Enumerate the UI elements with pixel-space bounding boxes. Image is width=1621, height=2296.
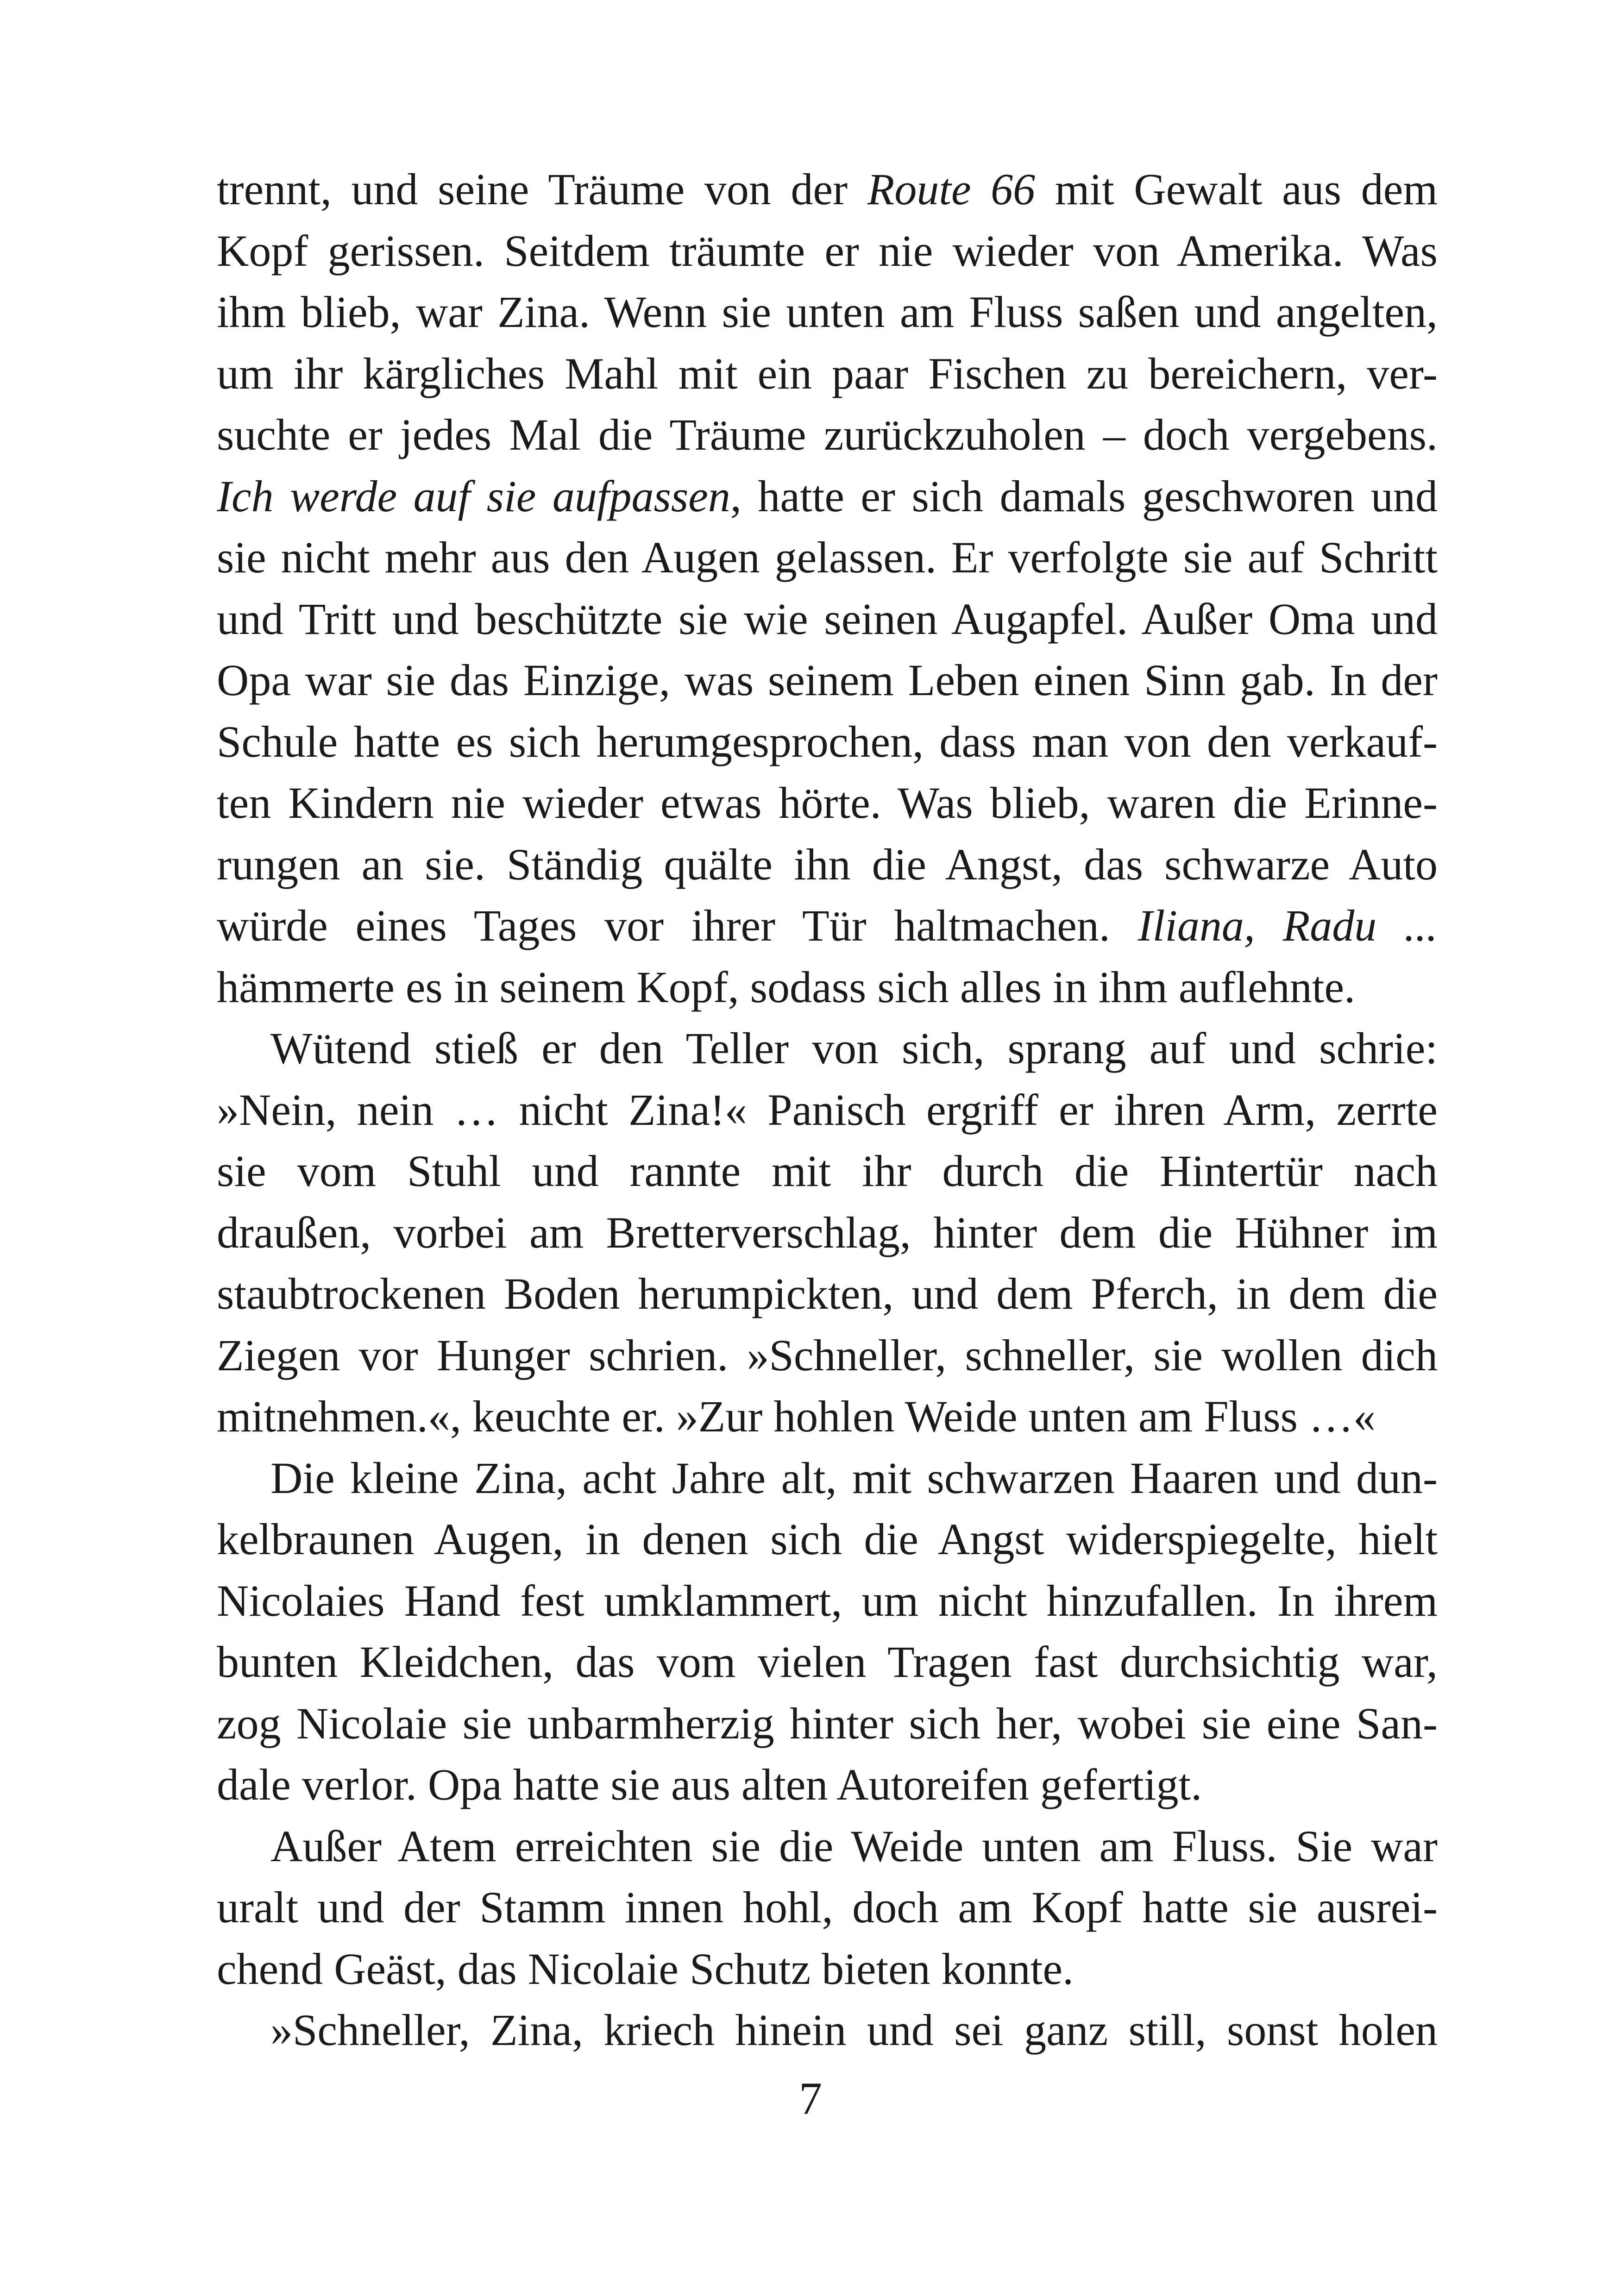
text-line: [217, 711, 1438, 773]
text-line: [217, 1938, 1438, 2000]
text-segment: bunten Kleidchen, das vom vielen Tragen fast durchsichtig war,: [217, 1637, 1438, 1687]
text-segment: sie vom Stuhl und rannte mit ihr durch die Hintertür nach: [217, 1146, 1438, 1196]
text-line: [217, 1816, 1438, 1877]
text-line: [217, 1877, 1438, 1938]
text-line: [217, 1079, 1438, 1141]
text-line: [217, 1386, 1438, 1448]
text-line: [217, 1448, 1438, 1509]
text-line: [217, 1141, 1438, 1202]
body-text: [217, 159, 1438, 2061]
text-line: [217, 404, 1438, 466]
text-segment: hämmerte es in seinem Kopf, sodass sich alles in ihm auflehnte.: [217, 962, 1356, 1012]
text-line: [217, 1754, 1438, 1816]
text-line: [217, 1018, 1438, 1079]
text-line: [217, 834, 1438, 896]
text-segment: Die kleine Zina, acht Jahre alt, mit schwarzen Haaren und dun-: [270, 1453, 1438, 1503]
text-line: [217, 159, 1438, 220]
text-segment: kelbraunen Augen, in denen sich die Angst widerspiegelte, hielt: [217, 1514, 1438, 1564]
text-segment: Schule hatte es sich herumgesprochen, dass man von den verkauf-: [217, 716, 1438, 766]
italic-text: Ich werde auf sie aufpassen: [217, 471, 730, 521]
text-line: [217, 772, 1438, 834]
italic-text: Iliana, Radu ...: [1137, 901, 1438, 950]
text-segment: Nicolaies Hand fest umklammert, um nicht hinzufallen. In ihrem: [217, 1575, 1438, 1625]
text-segment: Ziegen vor Hunger schrien. »Schneller, schneller, sie wollen dich: [217, 1330, 1438, 1380]
text-segment: Wütend stieß er den Teller von sich, sprang auf und schrie:: [270, 1023, 1438, 1073]
text-segment: Opa war sie das Einzige, was seinem Leben einen Sinn gab. In der: [217, 655, 1438, 705]
text-segment: ten Kindern nie wieder etwas hörte. Was blieb, waren die Erinne-: [217, 778, 1438, 828]
text-segment: chend Geäst, das Nicolaie Schutz bieten konnte.: [217, 1944, 1074, 1994]
text-line: [217, 589, 1438, 650]
text-segment: »Nein, nein … nicht Zina!« Panisch ergriff er ihren Arm, zerrte: [217, 1085, 1438, 1135]
text-line: [217, 1263, 1438, 1325]
text-line: [217, 1631, 1438, 1693]
text-segment: mit Gewalt aus dem: [1035, 164, 1438, 214]
text-segment: würde eines Tages vor ihrer Tür haltmachen.: [217, 901, 1138, 950]
text-line: [217, 220, 1438, 282]
page-number: 7: [799, 2073, 822, 2124]
text-line: [217, 2000, 1438, 2061]
text-line: [217, 1509, 1438, 1570]
text-line: [217, 1693, 1438, 1755]
text-segment: ihm blieb, war Zina. Wenn sie unten am Fluss saßen und angelten,: [217, 287, 1438, 337]
text-line: [217, 1570, 1438, 1632]
italic-text: Route 66: [867, 164, 1036, 214]
text-segment: und Tritt und beschützte sie wie seinen Augapfel. Außer Oma und: [217, 594, 1438, 644]
text-line: [217, 1202, 1438, 1264]
text-segment: uralt und der Stamm innen hohl, doch am Kopf hatte sie ausrei-: [217, 1882, 1438, 1932]
text-segment: Außer Atem erreichten sie die Weide unten am Fluss. Sie war: [270, 1821, 1438, 1871]
text-segment: rungen an sie. Ständig quälte ihn die Angst, das schwarze Auto: [217, 839, 1438, 889]
text-segment: suchte er jedes Mal die Träume zurückzuholen – doch vergebens.: [217, 410, 1438, 459]
text-line: [217, 895, 1438, 957]
text-segment: staubtrockenen Boden herumpickten, und dem Pferch, in dem die: [217, 1269, 1438, 1318]
text-segment: »Schneller, Zina, kriech hinein und sei ganz still, sonst holen: [270, 2005, 1438, 2055]
text-line: [217, 650, 1438, 711]
text-segment: dale verlor. Opa hatte sie aus alten Autoreifen gefertigt.: [217, 1760, 1202, 1809]
text-segment: draußen, vorbei am Bretterverschlag, hinter dem die Hühner im: [217, 1207, 1438, 1257]
text-segment: trennt, und seine Träume von der: [217, 164, 867, 214]
text-line: [217, 466, 1438, 527]
text-line: [217, 1325, 1438, 1386]
text-segment: , hatte er sich damals geschworen und: [730, 471, 1438, 521]
text-segment: Kopf gerissen. Seitdem träumte er nie wieder von Amerika. Was: [217, 226, 1438, 276]
text-segment: sie nicht mehr aus den Augen gelassen. Er verfolgte sie auf Schritt: [217, 533, 1438, 582]
text-line: [217, 957, 1438, 1018]
text-line: [217, 282, 1438, 343]
text-segment: zog Nicolaie sie unbarmherzig hinter sich her, wobei sie eine San-: [217, 1698, 1438, 1748]
text-segment: um ihr kärgliches Mahl mit ein paar Fischen zu bereichern, ver-: [217, 348, 1438, 398]
text-line: [217, 527, 1438, 589]
text-line: [217, 343, 1438, 405]
text-segment: mitnehmen.«, keuchte er. »Zur hohlen Weide unten am Fluss …«: [217, 1392, 1376, 1441]
